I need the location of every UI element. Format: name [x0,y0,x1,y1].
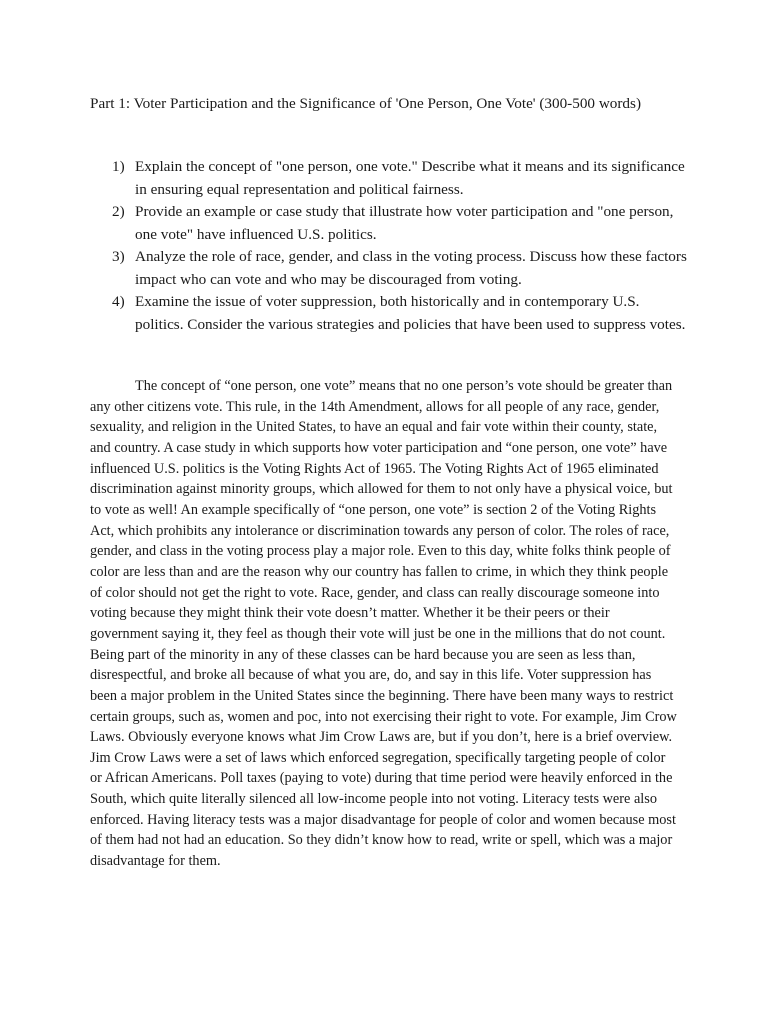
question-item [90,201,690,246]
question-item [90,156,690,201]
question-number: 2) [112,203,125,220]
question-text: Provide an example or case study that illustrate how voter participation and "one person, one vote" have influenced U.S. politics. [135,203,674,243]
question-text: Analyze the role of race, gender, and class in the voting process. Discuss how these factors impact who can vote and who may be discouraged from voting. [135,248,687,288]
question-number: 4) [112,293,125,310]
question-number: 1) [112,158,125,175]
question-text: Explain the concept of "one person, one vote." Describe what it means and its significance in ensuring equal representation and political fairness. [135,158,685,198]
essay-paragraph: The concept of “one person, one vote” means that no one person’s vote should be greater than any other citizens vote. This rule, in the 14th Amendment, allows for all people of any race, gender, sexuality, and religion in the United States, to have an equal and fair vote within their county, state, and country. A case study in which supports how voter participation and “one person, one vote” have influenced U.S. politics is the Voting Rights Act of 1965. The Voting Rights Act of 1965 eliminated discrimination against minority groups, which allowed for them to not only have a physical voice, but to vote as well! An example specifically of “one person, one vote” is section 2 of the Voting Rights Act, which prohibits any intolerance or discrimination towards any person of color. The roles of race, gender, and class in the voting process play a major role. Even to this day, white folks think people of color are less than and are the reason why our country has fallen to crime, in which they think people of color should not get the right to vote. Race, gender, and class can really discourage someone into voting because they might think their vote doesn’t matter. Whether it be their peers or their government saying it, they feel as though their vote will just be one in the millions that do not count. Being part of the minority in any of these classes can be hard because you are seen as less than, disrespectful, and broke all because of what you are, do, and say in this life. Voter suppression has been a major problem in the United States since the beginning. There have been many ways to restrict certain groups, such as, women and poc, into not exercising their right to vote. For example, Jim Crow Laws. Obviously everyone knows what Jim Crow Laws are, but if you don’t, here is a brief overview. Jim Crow Laws were a set of laws which enforced segregation, specifically targeting people of color or African Americans. Poll taxes (paying to vote) during that time period were heavily enforced in the South, which quite literally silenced all low-income people into not voting. Literacy tests were also enforced. Having literacy tests was a major disadvantage for people of color and women because most of them had not had an education. So they didn’t know how to read, write or spell, which was a major disadvantage for them. [90,378,677,870]
question-list [90,156,690,336]
question-number: 3) [112,248,125,265]
question-item [90,246,690,291]
question-text: Examine the issue of voter suppression, both historically and in contemporary U.S. politics. Consider the various strategies and policies that have been used to suppress votes. [135,293,686,333]
assignment-heading: Part 1: Voter Participation and the Significance of 'One Person, One Vote' (300-500 words) [90,95,641,112]
question-item [90,291,690,336]
